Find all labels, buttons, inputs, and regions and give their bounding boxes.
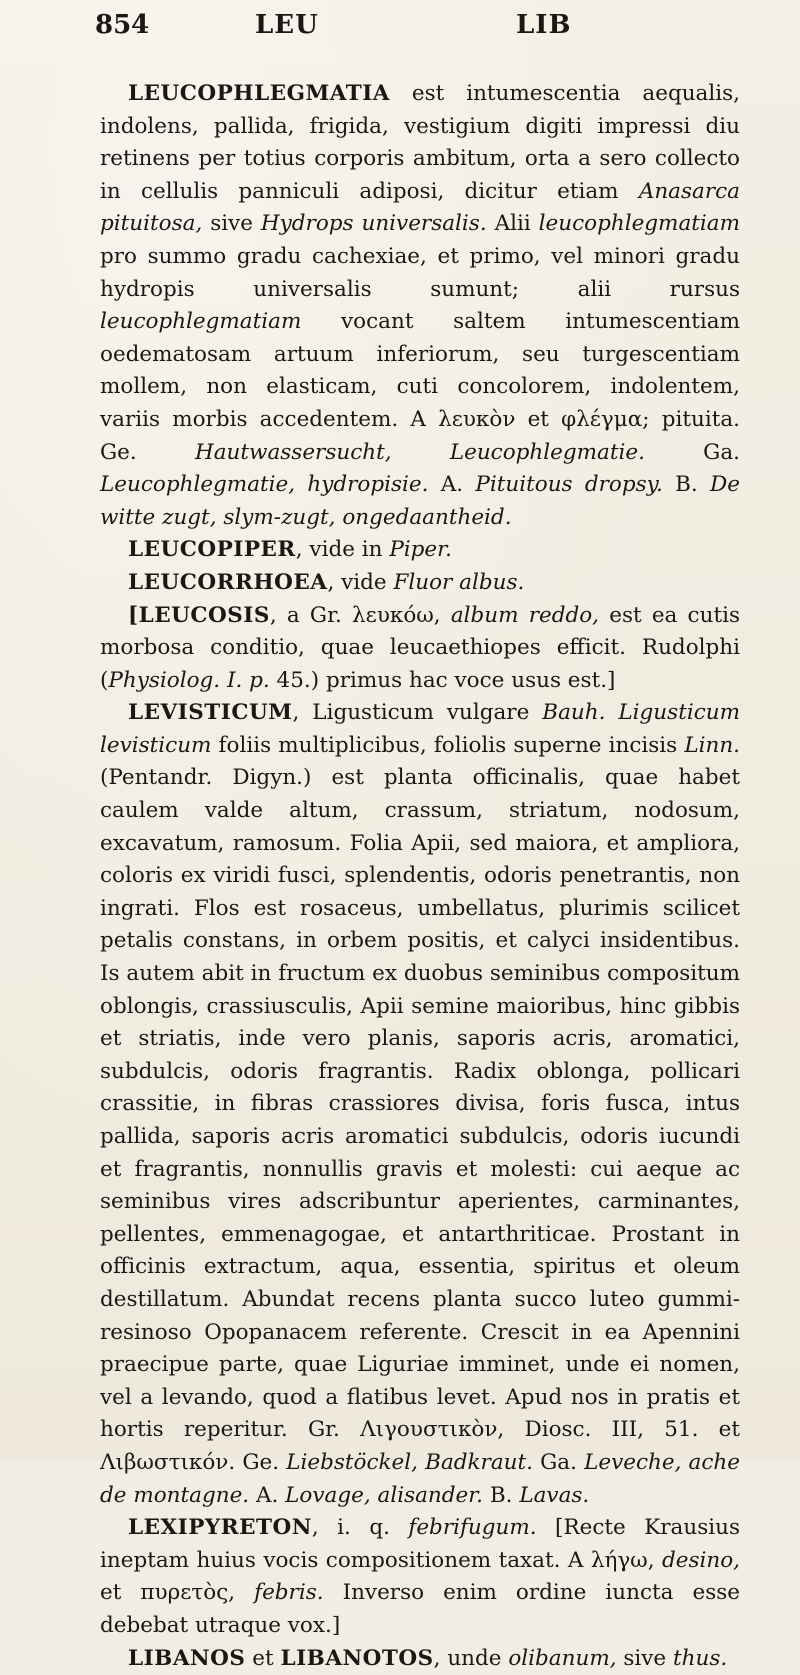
entry-text: et πυρετὸς, [100,1580,254,1605]
entry-text: B. [483,1483,519,1508]
page-number: 854 [95,10,149,40]
entry-text: , a Gr. λευκόω, [270,603,451,628]
entry-italic-text: Physiolog. I. p. [108,668,269,693]
entry-headword: LIBANOTOS [280,1646,433,1671]
entry-text: , vide [327,570,393,595]
entry-text: , Ligusticum vulgare [293,700,543,725]
entry-text: 45.) primus hac voce usus est.] [270,668,616,693]
entry-italic-text: Lovage, alisander. [285,1483,483,1508]
entry-italic-text: Anasarca pituitosa, [100,179,740,237]
entry-italic-text: Ligusticum levisticum [100,700,740,758]
entry-text: Inverso enim ordine iuncta esse debebat utraque vox.] [100,1580,740,1638]
entry-italic-text: Hautwassersucht, Leucophlegmatie. [195,440,645,465]
entry-headword: LEUCORRHOEA [128,570,327,595]
entry-text: , vide in [296,537,390,562]
left-running-head: LEU [255,10,319,40]
entry-text: A. [249,1483,285,1508]
entry-text: [Recte Krausius ineptam huius vocis compositionem taxat. A λήγω, [100,1515,740,1573]
entry-text: est intumescentia aequalis, indolens, pallida, frigida, vestigium digiti impressi diu retinens per totius corporis ambitum, orta a sero collecto in cellulis panniculi adiposi, dicitur etiam [100,81,740,204]
entry-headword: LEUCOPIPER [128,537,296,562]
entry-italic-text: Piper. [389,537,452,562]
entry-italic-text: Linn. [684,733,740,758]
entry-text: Ga. [645,440,740,465]
dictionary-entry [100,567,740,600]
entry-italic-text: Liebstöckel, Badkraut. [286,1450,533,1475]
entry-headword: [LEUCOSIS [128,603,270,628]
dictionary-entry [100,1643,740,1675]
entry-text: foliis multiplicibus, foliolis superne incisis [211,733,684,758]
entry-text: A. [428,472,475,497]
entry-italic-text: album reddo, [451,603,599,628]
dictionary-entry [100,534,740,567]
entry-text: , unde [434,1646,509,1671]
entry-italic-text: leucophlegmatiam [100,309,301,334]
dictionary-entry [100,697,740,1512]
dictionary-entry [100,1512,740,1642]
running-header [95,6,715,46]
entry-text: , i. q. [312,1515,408,1540]
entry-headword: LEUCOPHLEGMATIA [128,81,390,106]
entry-italic-text: Leucophlegmatie, hydropisie. [100,472,428,497]
entry-text: vocant saltem intumescentiam oedematosam artuum inferiorum, seu turgescentiam mollem, non elasticam, cuti concolorem, indolentem, variis morbis accedentem. A λευκὸν et φλέγμα; pituita. Ge. [100,309,740,464]
entry-text: et [245,1646,280,1671]
right-running-head: LIB [516,10,571,40]
entry-italic-text: febris. [254,1580,323,1605]
entry-italic-text: Hydrops universalis. [261,211,487,236]
entry-headword: LEXIPYRETON [128,1515,312,1540]
dictionary-entry [100,600,740,698]
entry-text: est ea cutis morbosa conditio, quae leucaethiopes efficit. Rudolphi ( [100,603,740,693]
entry-text: sive [617,1646,673,1671]
entry-headword: LIBANOS [128,1646,245,1671]
entry-italic-text: febrifugum. [408,1515,536,1540]
entry-italic-text: Bauh. [542,700,605,725]
entry-italic-text: Leveche, ache de montagne. [100,1450,740,1508]
entry-italic-text: Pituitous dropsy. [475,472,662,497]
entry-italic-text: Lavas. [519,1483,589,1508]
entry-italic-text: thus. [673,1646,727,1671]
entry-italic-text: leucophlegmatiam [539,211,740,236]
entry-italic-text: Fluor albus. [393,570,524,595]
entry-headword: LEVISTICUM [128,700,293,725]
entry-text: pro summo gradu cachexiae, et primo, vel minori gradu hydropis universalis sumunt; alii rursus [100,244,740,302]
entry-italic-text: desino, [662,1548,740,1573]
entry-text: B. [663,472,710,497]
entry-text: (Pentandr. Digyn.) est planta officinalis, quae habet caulem valde altum, crassum, striatum, nodosum, excavatum, ramosum. Folia Apii, sed maiora, et ampliora, coloris ex viridi fusci, splendentis, odoris penetrantis, non ingrati. Flos est rosaceus, umbellatus, plurimis scilicet petalis constans, in orbem positis, et calyci insidentibus. Is autem abit in fructum ex duobus seminibus compositum oblongis, crassiusculis, Apii semine maioribus, hinc gibbis et striatis, inde vero planis, saporis acris, aromatici, subdulcis, odoris fragrantis. Radix oblonga, pollicari crassitie, in fibras crassiores divisa, foris fusca, intus pallida, saporis acris aromatici subdulcis, odoris iucundi et fragrantis, nonnullis gravis et molesti: cui aeque ac seminibus vires adscribuntur aperientes, carminantes, pellentes, emmenagogae, et antarthriticae. Prostant in officinis extractum, aqua, essentia, spiritus et oleum destillatum. Abundat recens planta succo luteo gummi-resinoso Opopanacem referente. Crescit in ea Apennini praecipue parte, quae Liguriae imminet, unde ei nomen, vel a levando, quod a flatibus levet. Apud nos in pratis et hortis reperitur. Gr. Λιγουστικὸν, Diosc. III, 51. et Λιβωστικόν. Ge. [100,765,740,1474]
entry-italic-text: De witte zugt, slym-zugt, ongedaantheid. [100,472,740,530]
entry-text [605,700,618,725]
entry-text: Ga. [533,1450,584,1475]
entry-italic-text: olibanum, [508,1646,616,1671]
entry-text: Alii [487,211,539,236]
entry-text: sive [202,211,261,236]
dictionary-entry [100,78,740,534]
dictionary-entries [100,78,740,1675]
